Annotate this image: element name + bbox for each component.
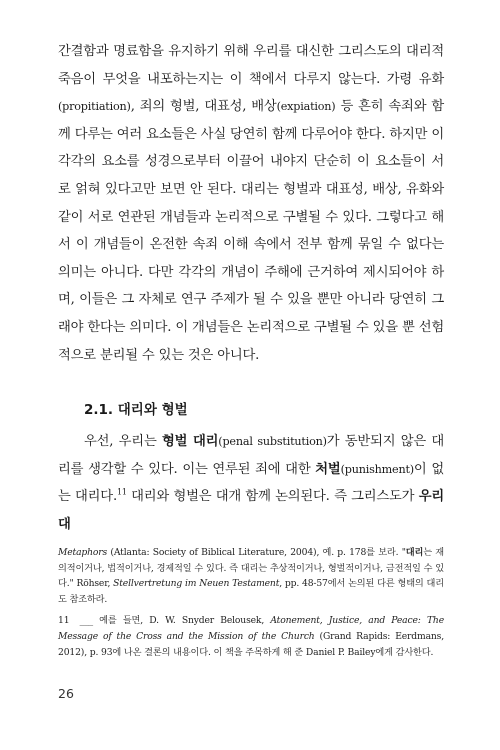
text-run: (Atlanta: Society of Biblical Literature, 2004), 예. p. 178를 보라. ": [107, 547, 406, 558]
footnote-ref[interactable]: 11: [116, 487, 127, 497]
text-run: (propitiation): [58, 100, 131, 114]
emphasis-text: 형벌 대리: [161, 434, 219, 449]
section-paragraph: [58, 428, 444, 538]
text-run: (penal substitution): [218, 435, 327, 448]
page-number: 26: [58, 686, 74, 701]
text-run: Metaphors: [58, 547, 108, 558]
paragraph-2: [58, 428, 444, 538]
text-run: ___ 예를 들면, D. W. Snyder Belousek,: [73, 615, 271, 627]
text-run: 우선, 우리는: [84, 434, 162, 449]
main-paragraph: [58, 38, 444, 369]
emphasis-text: 처벌: [315, 461, 341, 477]
text-run: 는 재의적이거나, 법적이거나, 경제적일 수 있다. 즉 대리는 추상적이거나, 형벌적이거나, 금전적일 수 있다." Röhser,: [58, 547, 444, 590]
text-run: 간결함과 명료함을 유지하기 위해 우리를 대신한 그리스도의 대리적 죽음이 무엇을 내포하는지는 이 책에서 다루지 않는다. 가령 유화: [58, 44, 444, 87]
text-run: 등 흔히 속죄와 함께 다루는 여러 요소들은 사실 당연히 함께 다루어야 한다. 하지만 이 각각의 요소를 성경으로부터 이끌어 내야지 단순히 이 요소들이 서로 얽혀 있다고만 보면 안 된다. 대리는 형벌과 대표성, 배상, 유화와 같이 서로 연관된 개념들과 논리적으로 구별될 수 있다. 그렇다고 해서 이 개념들이 온전한 속죄 이해 속에서 전부 함께 묶일 수 없다는 의미는 아니다. 다만 각각의 개념이 주해에 근거하여 제시되어야 하며, 이들은 그 자체로 연구 주제가 될 수 있을 뿐만 아니라 당연히 그래야 한다는 의미다. 이 개념들은 논리적으로 구별될 수 있을 뿐 선험적으로 분리될 수 있는 것은 아니다.: [58, 99, 444, 363]
section-heading: 2.1. 대리와 형벌: [84, 402, 188, 418]
text-run: (expiation): [276, 100, 336, 114]
text-run: (Grand Rapids: Eerdmans, 2012), p. 93에 나온 결론의 내용이다. 이 책을 주목하게 해 준 Daniel P. Bailey에게 감사한다.: [58, 630, 445, 658]
text-run: , 죄의 형벌, 대표성, 배상: [130, 99, 277, 115]
footnote-number: 11: [58, 615, 70, 627]
text-run: (punishment): [340, 462, 414, 476]
text-run: 이 없는 대리다.: [58, 461, 444, 505]
text-run: , pp. 48-57에서 논의된 다른 형태의 대리도 참조하라.: [58, 578, 444, 605]
text-run: 가 동반되지 않은 대리를 생각할 수 있다. 이는 연루된 죄에 대한: [58, 434, 444, 477]
paragraph-1: [58, 38, 444, 369]
emphasis-text: 우리 대: [58, 489, 444, 532]
text-run: Atonement, Justice, and Peace: The Message of the Cross and the Mission of the Church: [58, 615, 444, 642]
text-run: Stellvertretung im Neuen Testament: [113, 578, 280, 590]
emphasis-text: 대리: [405, 547, 424, 558]
footnote-11: [58, 613, 444, 660]
text-run: 대리와 형벌은 대개 함께 논의된다. 즉 그리스도가: [126, 489, 419, 505]
footnote-continued: [58, 545, 444, 607]
footnotes: [58, 545, 444, 666]
